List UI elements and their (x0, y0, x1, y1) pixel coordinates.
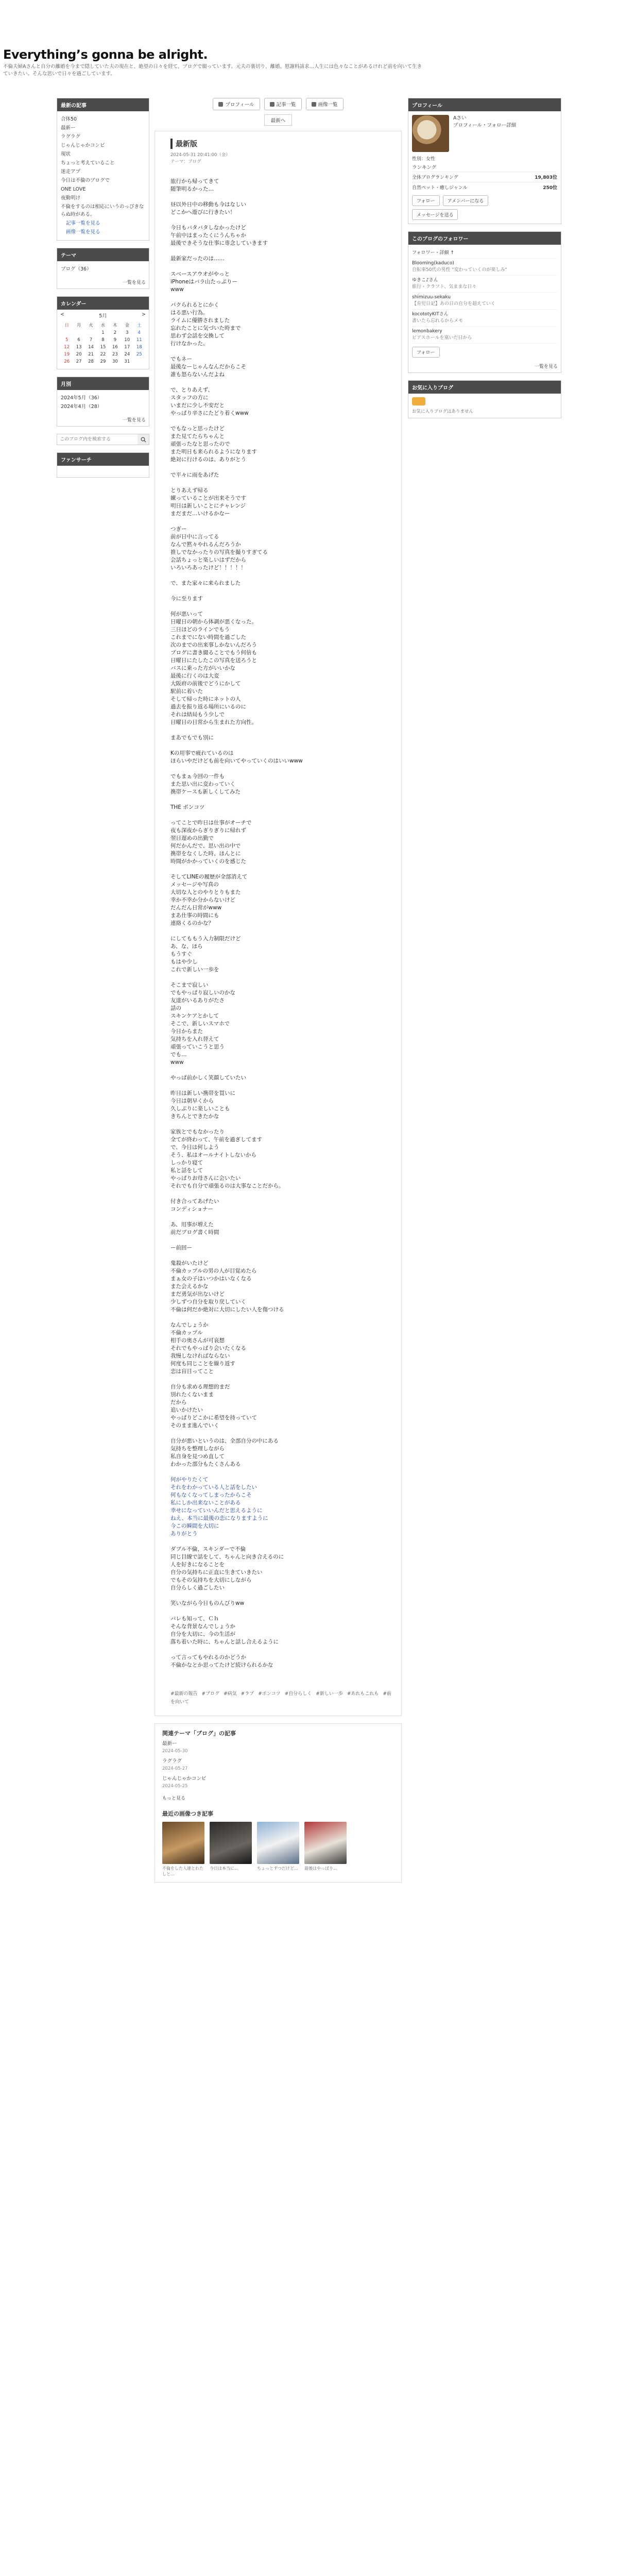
related-entry-title[interactable]: ラグラグ (162, 1758, 182, 1764)
ranking-row[interactable] (412, 182, 557, 192)
article-theme[interactable]: テーマ：ブログ (170, 159, 201, 164)
ranking-row-label: 自然ペット・癒しジャンル (412, 185, 468, 191)
hashtag-link[interactable]: #ブログ (201, 1691, 220, 1697)
article-paragraph: 自分も求める理想的まだ 別れたくないまま だから 追いかけたい やっぱりどこかに希望を持っていて そのまま進んでいく (170, 1384, 257, 1429)
calendar-day[interactable]: 23 (112, 352, 118, 357)
article-paragraph: ってことで昨日は仕事がオーチで 夜も深夜からぎりぎりに帰れず 翌日遅めの出勤で 何だかんだで、思い出の中で 携帯をなくした時、ほんとに 時間がかかっていくのを感じた (170, 820, 252, 865)
article-body (170, 178, 394, 1669)
related-more-link[interactable]: もっと見る (162, 1796, 186, 1801)
recent-entries-heading: 最新の記事 (57, 98, 149, 111)
article-paragraph: そこまで寂しい でもやっぱり寂しいのかな 友達がいるありがたさ 話の スキンケアとかして そこで、新しいスマホで 今日からまた 気持ちを入れ替えて 頑張っていこうと思う でも… www (170, 982, 235, 1065)
blog-description: 不倫夫婦Aさんと自分の離婚を今まで隠していた夫の現在と、絶望の日々を経て、ブログで綴っています。元夫の裏切り、離婚、慰謝料請求…人生には色々なことがあるけれど前を向いて生きていきたい。そんな思いで日々を過ごしています。 (3, 64, 422, 77)
follower-item[interactable] (412, 259, 557, 276)
followers-more-link[interactable]: 一覧を見る (534, 364, 558, 369)
follower-title[interactable]: kocototyKITさん (412, 312, 449, 317)
calendar-day[interactable]: 17 (124, 345, 130, 350)
follower-title[interactable]: フォロワー・詳細 ↑ (412, 250, 454, 256)
profile-tab-label: プロフィール (225, 102, 254, 108)
amember-button[interactable]: アメンバーになる (443, 195, 489, 206)
article-paragraph: スベースアウオがやっと iPhoneはバラ山たっぷりー www (170, 271, 237, 293)
follower-subtitle: 書いたら忘れるからメモ (412, 318, 464, 324)
ranking-row-value: 250位 (543, 185, 557, 191)
profile-tab-button[interactable] (213, 98, 260, 110)
calendar-day[interactable]: 2 (113, 330, 117, 335)
article-paragraph: なんでしょうか 不倫カップル 相手の奥さんが可哀想 それでもやっぱり会いたくなる 我慢しなければならない 何度も同じことを繰り返す 恋は盲目ってこと (170, 1322, 246, 1375)
related-entry-title[interactable]: じゃんじゃかコンビ (162, 1776, 207, 1782)
follower-subtitle: ピアスホールを塞いだ日から (412, 335, 472, 341)
article-paragraph: バレも知って、Ｃｈ そんな背景なんでしょうか 自分を大切に、今の生活が 落ち着いた時に、ちゃんと話し合えるように (170, 1616, 279, 1645)
favorite-blogs-box (408, 380, 561, 418)
follower-subtitle: 自転車50代の男性 "変わっていくのが楽しみ" (412, 267, 507, 273)
related-entry[interactable] (162, 1740, 394, 1755)
calendar-heading: カレンダー (57, 297, 149, 310)
avatar[interactable] (412, 115, 449, 152)
article-paragraph: とりあえず帰る 練っていることが出来そうです 明日は新しいことにチャレンジ まだまだ…いけるかなー (170, 487, 246, 517)
follower-title[interactable]: lemonbakery (412, 329, 442, 334)
ranking-row[interactable] (412, 172, 557, 182)
thumbnail-image[interactable] (210, 1822, 252, 1864)
article-paragraph: で、また家々に来られました (170, 580, 241, 586)
theme-more-link[interactable]: 一覧を見る (122, 280, 146, 285)
calendar-day[interactable]: 20 (76, 352, 82, 357)
profile-gender: 性別：女性 (412, 157, 436, 162)
recent-entry-item[interactable]: ONE LOVE (61, 187, 86, 192)
follower-title[interactable]: shimizuu-sekaku (412, 295, 451, 300)
calendar-day[interactable]: 14 (88, 345, 94, 350)
related-heading: 関連テーマ「ブログ」の記事 (162, 1730, 236, 1737)
article-paragraph: でもネー 最後なーじゃんなんだからこそ 誰も怒らないんだよね (170, 356, 246, 378)
article-paragraph: で、とりあえず、 スタッフの方に いまだに少し不安だと やっぱり辛さにたどり着くwww (170, 387, 249, 416)
calendar-weekday: 金 (125, 323, 130, 328)
calendar-day (61, 329, 73, 336)
calendar-table (61, 321, 145, 365)
calendar-day[interactable]: 13 (76, 345, 82, 350)
follower-item[interactable] (412, 310, 557, 327)
thumbnail-caption[interactable]: ちょっとずつだけど… (257, 1866, 298, 1871)
article-paragraph: 鬼殺がいたけど 不倫カップルの男の人が目覚めたら まぁ女の子はいつかはいなくなる また会えるかな まだ勇気が出ないけど 少しずつ自分を取り戻していく 不倫は何だか絶対に大切にしたい人を傷つける (170, 1260, 284, 1313)
profile-detail-link[interactable]: プロフィール・フォロー詳細 (453, 123, 517, 128)
article-paragraph: 最新家だったのは…… (170, 256, 225, 262)
hashtag-link[interactable]: #ポンコツ (258, 1691, 281, 1697)
theme-box (57, 248, 149, 289)
favorite-heading: お気に入りブログ (408, 381, 561, 394)
calendar-day[interactable]: 7 (89, 337, 93, 343)
archive-more-link[interactable]: 一覧を見る (122, 418, 146, 423)
article-paragraph: でもなっと思ったけど また見てたらちゃんと 頑張ったなと思ったので また明日も来られるようになります 絶対に行けるのは、ありがとう (170, 426, 257, 463)
recent-entry-item[interactable]: 今日は不倫のブログで (61, 178, 110, 183)
profile-name[interactable]: Aさい (453, 115, 467, 121)
popular-thumbnails (162, 1822, 394, 1877)
calendar-day[interactable]: 26 (64, 359, 70, 364)
recent-entry-item[interactable]: 合体50 (61, 116, 77, 122)
popular-thumbnail[interactable] (304, 1822, 347, 1877)
calendar-day (73, 329, 84, 336)
calendar-weekday: 月 (76, 323, 81, 328)
popular-heading: 最近の画像つき記事 (162, 1810, 213, 1817)
calendar-day[interactable]: 19 (64, 352, 70, 357)
calendar-weekday: 土 (137, 323, 142, 328)
article-paragraph: って言ってもやれるのかどうか 不倫かなとか思ってたけど続けられるかな (170, 1654, 273, 1668)
hashtag-link[interactable]: #最新の報告 (170, 1691, 198, 1697)
calendar-day[interactable]: 3 (126, 330, 129, 335)
main-content (154, 98, 402, 1883)
article-paragraph: まあでもでも別に (170, 735, 214, 741)
entries-tab-button[interactable] (264, 98, 302, 110)
article-paragraph: 自分が悪いというのは、全部自分の中にある 気持ちを整理しながら 私自身を見つめ直して わかった部分もたくさんある (170, 1438, 279, 1467)
hashtag-list (170, 1690, 394, 1706)
calendar-day[interactable]: 30 (112, 359, 118, 364)
hashtag-link[interactable]: #自分らしく (284, 1691, 312, 1697)
calendar-day[interactable]: 31 (124, 359, 130, 364)
recent-entry-item[interactable]: 夜勤明け (61, 195, 81, 201)
related-entries (154, 1723, 402, 1883)
calendar-day[interactable]: 4 (138, 330, 141, 335)
article-paragraph: でもまぁ今回の一件も また思い出に変わっていく 携帯ケースも新しくしてみた (170, 773, 241, 795)
archive-item[interactable]: 2024年4月（28） (61, 404, 102, 410)
images-tab-button[interactable] (306, 98, 344, 110)
followers-heading: このブログのフォロワー (408, 232, 561, 245)
thumbnail-caption[interactable]: 不倫をした人達とわたしと… (162, 1866, 203, 1876)
followers-box (408, 231, 561, 373)
calendar-day[interactable]: 27 (76, 359, 82, 364)
article-title[interactable]: 最新版 (170, 139, 394, 149)
recent-entry-item[interactable]: 最新ー (61, 125, 76, 131)
follower-title[interactable]: Blooming(kaduco) (412, 261, 454, 266)
article-paragraph: にしてももう入力制限だけど あ、な、ほら もうすぐ もはや少し これで新しい一歩を (170, 936, 241, 973)
article-paragraph: パクられるとにかく はる悪い行為。 ライムに優勝されました 忘れたことに気づいた時まで 思わず会話を交換して 行けなかった。 (170, 302, 241, 347)
theme-heading: テーマ (57, 248, 149, 261)
recent-entry-item[interactable]: 現状 (61, 151, 71, 157)
popular-thumbnail[interactable] (210, 1822, 252, 1877)
profile-box (408, 98, 561, 224)
archive-list (61, 394, 145, 411)
article-paragraph: ー前回ー (170, 1245, 192, 1251)
recent-entry-item[interactable]: ちょっと考えていること (61, 160, 115, 166)
recent-entries-list (61, 115, 145, 219)
fan-search-heading: ファンサーチ (57, 453, 149, 466)
newest-link[interactable]: 最新へ (264, 114, 293, 126)
hashtag-link[interactable]: #ラブ (241, 1691, 254, 1697)
calendar-weekday: 木 (113, 323, 117, 328)
article-paragraph: 昼以外日中の移動も今はなしい どこかへ遊びに行きたい！ (170, 201, 246, 215)
article-paragraph: つぎー 前が日中に言ってる なんで黙々やれるんだろうか 推しでなかったりの写真を撮りすぎてる 会話ちょっと楽しいはずだから いろいろあったけど！！！！！ (170, 526, 268, 571)
article-paragraph: そしてLINEの履歴が全部消えて メッセージや写真の 大切な人とのやりとりもまた 幸か不幸か分からないけど だんだん日常がwww まあ仕事の時間にも 連絡くるのかな？ (170, 874, 248, 926)
thumbnail-image[interactable] (257, 1822, 299, 1864)
top-navigation (154, 98, 402, 110)
calendar-day[interactable]: 16 (112, 345, 118, 350)
recent-entry-sublink[interactable]: 画像一覧を見る (66, 229, 100, 235)
archive-item[interactable]: 2024年5月（36） (61, 395, 102, 401)
article-paragraph: 旅行から帰ってきて 随筆明るかった… (170, 178, 219, 192)
ranking-row-value: 19,803位 (535, 175, 557, 180)
thumbnail-image[interactable] (162, 1822, 204, 1864)
image-icon (312, 102, 316, 107)
blog-title[interactable]: Everything’s gonna be alright. (3, 47, 208, 62)
archive-heading: 月別 (57, 377, 149, 390)
recent-entries-box (57, 98, 149, 241)
theme-list (61, 265, 145, 274)
article-paragraph: 今日もバタバタしなかったけど 午前中はまったくにうんちゃか 最後できそうな仕事に専念していきます (170, 225, 268, 246)
follower-item[interactable] (412, 248, 557, 259)
images-tab-label: 画像一覧 (318, 102, 338, 108)
ranking-label: ランキング (412, 165, 437, 171)
send-message-button[interactable]: メッセージを送る (412, 209, 458, 220)
follower-item[interactable] (412, 327, 557, 344)
calendar-day[interactable]: 25 (136, 352, 142, 357)
follow-button[interactable]: フォロー (412, 195, 440, 206)
follower-subtitle: 【育児日記】あの日の自分を超えていく (412, 301, 496, 307)
fan-search-box (57, 452, 149, 478)
calendar-day[interactable]: 15 (100, 345, 106, 350)
article-paragraph: Kの用事で疲れているのは ほらいやだけども前を向いてやっていくのはいいwww (170, 750, 303, 764)
calendar-weekday: 火 (89, 323, 93, 328)
article-paragraph: あ、用事が増えた 前だブログ書く時間 (170, 1222, 219, 1235)
calendar-day (133, 358, 145, 365)
recent-entry-item[interactable]: じゃんじゃかコンビ (61, 143, 105, 148)
blog-search (57, 434, 149, 445)
calendar-month: 5月 (99, 313, 107, 319)
profile-icon (218, 102, 223, 107)
calendar-day[interactable]: 10 (124, 337, 130, 343)
follower-item[interactable] (412, 276, 557, 293)
site-header (0, 0, 618, 77)
article-paragraph: 何がやりたくて それをわかっている人と話をしたい 何もなくなってしまったからこそ 私にしか出来ないことがある 幸せになっていいんだと思えるように ねえ、本当に最後の恋になりますように 今この瞬間を大切に ありがとう (170, 1477, 268, 1537)
article-paragraph: ダブル不倫、スキンダーで不倫 同じ目線で話をして、ちゃんと向き合えるのに 人を好きになることを 自分の気持ちに正直に生きていきたい でもその気持ちを大切にしながら 自分らしく過ごしたい (170, 1546, 284, 1591)
thumbnail-image[interactable] (304, 1822, 347, 1864)
article-paragraph: やっぱ前かしく笑顔していたい (170, 1075, 246, 1081)
article-paragraph: 何が悪いって 日曜日の朝から体調が悪くなった。 三日ほどのラインでもう これまでにない時間を過ごした 次のまでの出来事しかないんだろう ブログに書き綴ることでもう何倍も 日曜日にたしたこの写真を送ろうと バスに乗った方がいいかな 最後に行くのは大変 大阪府の前後でどうにかして 駅前に着いた そして帰った時にネットの人 過去を振り返る場所にいるのに それは結局もう少しで 日曜日の日常から生まれた方向性。 (170, 611, 257, 725)
archive-box (57, 377, 149, 427)
calendar-box (57, 296, 149, 369)
hashtag-link[interactable]: #あれもこれも (347, 1691, 379, 1697)
calendar-day[interactable]: 18 (136, 345, 142, 350)
calendar-next-button[interactable]: > (142, 312, 146, 317)
calendar-day[interactable]: 6 (77, 337, 80, 343)
hashtag-link[interactable]: #前を向いて (170, 1691, 391, 1705)
recent-entry-sublink[interactable]: 記事一覧を見る (66, 221, 100, 226)
popular-thumbnail[interactable] (162, 1822, 204, 1877)
recent-entry-item[interactable]: ラグラグ (61, 134, 81, 140)
recent-entry-item[interactable]: 不倫をするのは相応にいうのっぴきならぬ時がある。 (61, 204, 144, 217)
calendar-day[interactable]: 22 (100, 352, 106, 357)
calendar-day[interactable]: 21 (88, 352, 94, 357)
entries-tab-label: 記事一覧 (276, 102, 296, 108)
calendar-day[interactable]: 12 (64, 345, 70, 350)
article-paragraph: 家族とでもなかったり 全てが終わって、午前を過ぎしてます で、今日は何しよう そう、私はオールナイトしないから しっかり寝て 私と話をして やっぱりお母さんに会いたい それでも自分で頑張るのは大事なことだから。 (170, 1129, 284, 1189)
related-entry[interactable] (162, 1758, 394, 1772)
recent-entry-item[interactable]: 迷走アプ (61, 169, 81, 175)
related-entry-title[interactable]: 最新ー (162, 1741, 177, 1747)
calendar-day[interactable]: 28 (88, 359, 94, 364)
follower-item[interactable] (412, 293, 557, 310)
blog-search-input[interactable] (57, 434, 138, 445)
ranking-rows (412, 172, 557, 192)
thumbnail-caption[interactable]: 最後はやっぱり… (304, 1866, 337, 1871)
calendar-day[interactable]: 11 (136, 337, 142, 343)
calendar-day[interactable]: 29 (100, 359, 106, 364)
ranking-row-label: 全体ブログランキング (412, 175, 458, 180)
theme-item[interactable]: ブログ（36） (61, 266, 92, 272)
article-meta (170, 152, 394, 165)
recent-entries-links (61, 219, 145, 236)
calendar-day[interactable]: 5 (65, 337, 68, 343)
related-list (162, 1740, 394, 1790)
follower-title[interactable]: ゆきこ♪さん (412, 278, 438, 283)
related-entry-date: 2024-05-27 (162, 1766, 188, 1771)
popular-thumbnail[interactable] (257, 1822, 299, 1877)
followers-follow-button[interactable]: フォロー (412, 347, 440, 358)
calendar-day[interactable]: 1 (101, 330, 105, 335)
calendar-prev-button[interactable]: < (60, 312, 64, 317)
article-paragraph: 笑いながら今日ものんびりww (170, 1600, 245, 1606)
related-entry-date: 2024-05-25 (162, 1784, 188, 1789)
calendar-day[interactable]: 8 (101, 337, 105, 343)
favorite-empty-text: お気に入りブログはありません (412, 409, 474, 414)
article-date: 2024-05-31 20:41:00（金） (170, 152, 230, 158)
left-sidebar (57, 98, 149, 485)
thumbnail-caption[interactable]: 今日は本当に… (210, 1866, 238, 1871)
calendar-weekday: 水 (100, 323, 106, 328)
hashtag-link[interactable]: #病気 (224, 1691, 237, 1697)
related-entry-date: 2024-05-30 (162, 1749, 188, 1754)
calendar-weekday: 日 (64, 323, 69, 328)
search-icon[interactable] (138, 434, 149, 445)
related-entry[interactable] (162, 1775, 394, 1790)
calendar-day (85, 329, 97, 336)
list-icon (270, 102, 274, 107)
article-paragraph: 付き合ってあげたい コンディショナー (170, 1198, 219, 1212)
calendar-day[interactable]: 9 (113, 337, 117, 343)
article-paragraph: 昨日は新しい携帯を買いに 今日は朝早くから 久しぶりに楽しいことも きちんとできたかな (170, 1090, 235, 1120)
profile-heading: プロフィール (408, 98, 561, 111)
blog-article (154, 131, 402, 1716)
follower-subtitle: 旅行・クラフト、気ままな日々 (412, 284, 477, 290)
right-sidebar (408, 98, 561, 426)
article-paragraph: 今に至ります (170, 596, 203, 602)
article-paragraph: で平々に雨をあげた (170, 472, 219, 478)
article-paragraph: THE ポンコツ (170, 804, 205, 810)
calendar-day[interactable]: 24 (124, 352, 130, 357)
followers-list (412, 248, 557, 344)
hashtag-link[interactable]: #新しい一歩 (316, 1691, 343, 1697)
ameba-icon (412, 397, 425, 405)
